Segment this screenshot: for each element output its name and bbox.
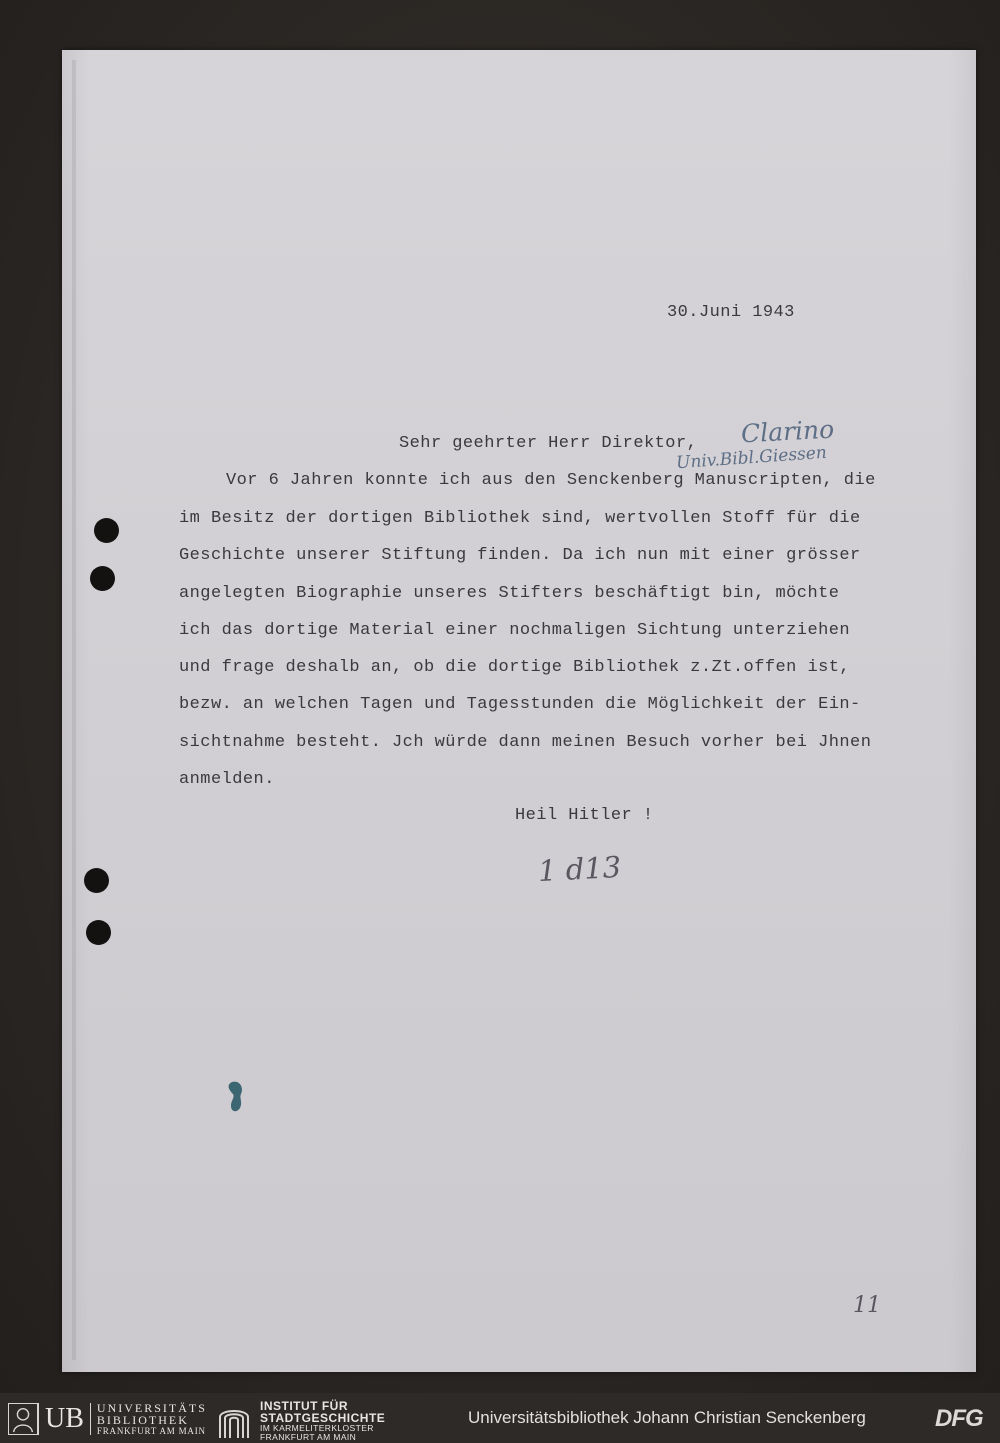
punch-hole bbox=[84, 868, 109, 893]
isg-wordmark bbox=[252, 1400, 385, 1442]
punch-hole bbox=[86, 920, 111, 945]
letter-salutation: Sehr geehrter Herr Direktor, bbox=[399, 434, 698, 453]
handwritten-recipient-name: Clarino bbox=[740, 414, 835, 449]
letter-body-line: Vor 6 Jahren konnte ich aus den Senckenberg Manuscripten, die bbox=[226, 471, 876, 490]
letter-date: 30.Juni 1943 bbox=[667, 303, 795, 322]
letter-body-line: und frage deshalb an, ob die dortige Bibliothek z.Zt.offen ist, bbox=[179, 658, 851, 677]
letter-body-line: im Besitz der dortigen Bibliothek sind, wertvollen Stoff für die bbox=[179, 509, 861, 528]
footer-library-title[interactable]: Universitätsbibliothek Johann Christian Senckenberg bbox=[468, 1408, 866, 1427]
paper-fold-line bbox=[72, 60, 76, 1360]
letter-closing: Heil Hitler ! bbox=[515, 806, 654, 825]
isg-wordmark-line: IM KARMELITERKLOSTER bbox=[260, 1423, 374, 1433]
letter-body-line: bezw. an welchen Tagen und Tagesstunden die Möglichkeit der Ein- bbox=[179, 695, 861, 714]
isg-logo[interactable] bbox=[216, 1400, 385, 1442]
ub-seal-icon bbox=[8, 1403, 38, 1435]
ub-logo[interactable] bbox=[8, 1402, 207, 1436]
punch-hole bbox=[94, 518, 119, 543]
isg-arch-icon bbox=[216, 1403, 252, 1439]
ink-blot bbox=[226, 1080, 246, 1114]
isg-wordmark-line: INSTITUT FÜR bbox=[260, 1399, 348, 1413]
ub-wordmark-line: BIBLIOTHEK bbox=[96, 1413, 189, 1427]
letter-body-line: Geschichte unserer Stiftung finden. Da ich nun mit einer grösser bbox=[179, 546, 861, 565]
isg-wordmark-line: STADTGESCHICHTE bbox=[260, 1411, 386, 1425]
ub-wordmark-line: UNIVERSITÄTS bbox=[96, 1401, 207, 1415]
letter-body-line: anmelden. bbox=[179, 770, 275, 789]
isg-wordmark-line: FRANKFURT AM MAIN bbox=[260, 1432, 357, 1442]
letter-body-line: sichtnahme besteht. Jch würde dann meinen Besuch vorher bei Jhnen bbox=[179, 733, 872, 752]
handwritten-initials: 1 d13 bbox=[537, 849, 622, 889]
dfg-logo[interactable]: DFG bbox=[935, 1405, 983, 1432]
ub-wordmark-line: FRANKFURT AM MAIN bbox=[96, 1426, 206, 1436]
archive-footer-bar bbox=[0, 1393, 1000, 1443]
punch-hole bbox=[90, 566, 115, 591]
letter-body-line: ich das dortige Material einer nochmaligen Sichtung unterziehen bbox=[179, 621, 851, 640]
handwritten-page-number: 11 bbox=[853, 1293, 881, 1318]
letter-body-line: angelegten Biographie unseres Stifters beschäftigt bin, möchte bbox=[179, 584, 840, 603]
ub-wordmark bbox=[91, 1402, 207, 1436]
handwritten-recipient-institution: Univ.Bibl.Giessen bbox=[675, 442, 828, 474]
ub-letters: UB bbox=[38, 1403, 91, 1435]
